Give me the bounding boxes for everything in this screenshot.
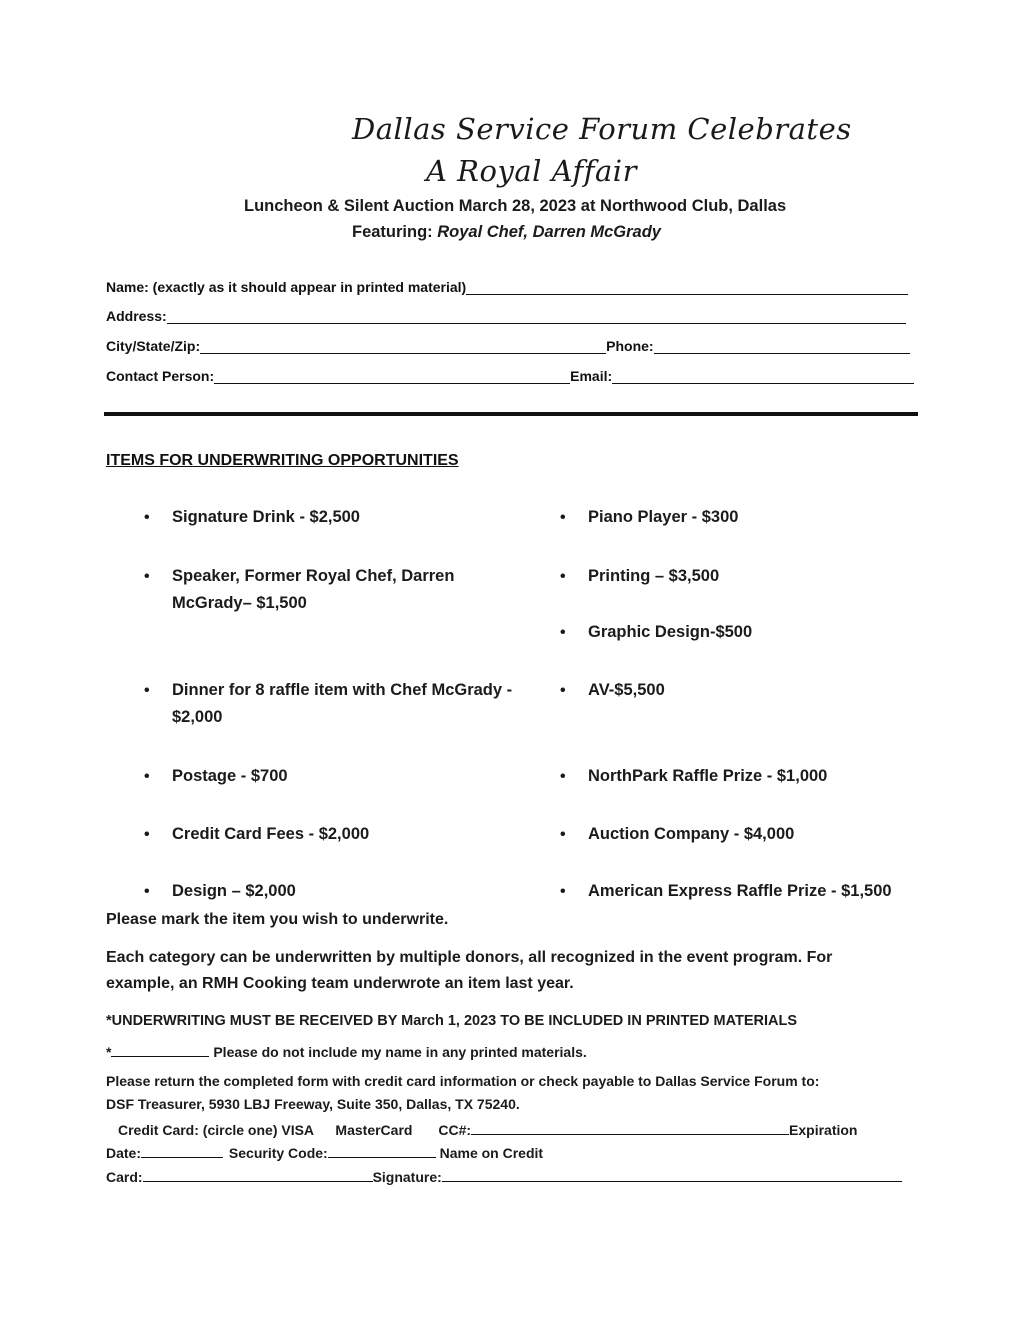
name-field[interactable]	[466, 280, 908, 295]
mastercard-option[interactable]: MasterCard	[335, 1122, 413, 1138]
credit-card-row	[118, 1120, 857, 1138]
bullet-icon: •	[144, 568, 150, 585]
event-theme-script: A Royal Affair	[426, 154, 637, 188]
card-signature-row	[106, 1167, 902, 1185]
phone-label: Phone:	[606, 338, 654, 354]
address-field[interactable]	[167, 309, 906, 324]
opt-out-star: *	[106, 1044, 112, 1060]
bullet-icon: •	[144, 826, 150, 843]
mark-instruction: Please mark the item you wish to underwrite.	[106, 911, 449, 928]
city-phone-row	[106, 334, 910, 354]
signature-label: Signature:	[372, 1169, 442, 1185]
card-label: Card:	[106, 1169, 143, 1185]
item-label: Printing – $3,500	[588, 567, 720, 585]
return-instructions-1: Please return the completed form with credit card information or check payable to Dallas Service Forum to:	[106, 1073, 820, 1089]
bullet-icon: •	[560, 826, 566, 843]
featuring-line	[352, 223, 661, 242]
item-label: Credit Card Fees - $2,000	[172, 825, 370, 843]
return-instructions-2: DSF Treasurer, 5930 LBJ Freeway, Suite 350, Dallas, TX 75240.	[106, 1096, 520, 1112]
item-label: American Express Raffle Prize - $1,500	[588, 882, 892, 900]
email-field[interactable]	[612, 369, 914, 384]
bullet-icon: •	[144, 682, 150, 699]
featuring-label: Featuring:	[352, 223, 438, 241]
contact-label: Contact Person:	[106, 368, 215, 384]
bullet-icon: •	[560, 682, 566, 699]
featuring-name: Royal Chef, Darren McGrady	[437, 223, 661, 241]
event-title-script: Dallas Service Forum Celebrates	[352, 112, 852, 146]
expiration-label: Expiration	[789, 1122, 858, 1138]
contact-email-row	[106, 364, 914, 384]
contact-field[interactable]	[214, 369, 570, 384]
city-field[interactable]	[200, 339, 606, 354]
bullet-icon: •	[144, 509, 150, 526]
bullet-icon: •	[144, 768, 150, 785]
item-label: Graphic Design-$500	[588, 623, 753, 641]
signature-field[interactable]	[442, 1167, 902, 1182]
address-label: Address:	[106, 308, 167, 324]
opt-out-row	[106, 1042, 587, 1060]
bullet-icon: •	[560, 883, 566, 900]
security-code-field[interactable]	[328, 1143, 436, 1158]
name-field-row	[106, 275, 908, 295]
item-label: Piano Player - $300	[588, 508, 739, 526]
cc-number-field[interactable]	[471, 1120, 789, 1135]
deadline-notice: *UNDERWRITING MUST BE RECEIVED BY March 1, 2023 TO BE INCLUDED IN PRINTED MATERIALS	[106, 1013, 797, 1029]
bullet-icon: •	[144, 883, 150, 900]
item-label: Auction Company - $4,000	[588, 825, 795, 843]
expiration-security-row	[106, 1143, 543, 1161]
opt-out-checkbox-line[interactable]	[111, 1042, 209, 1057]
item-label: Postage - $700	[172, 767, 288, 785]
bullet-icon: •	[560, 509, 566, 526]
name-label: Name: (exactly as it should appear in printed material)	[106, 279, 467, 295]
expiration-date-field[interactable]	[141, 1143, 223, 1158]
phone-field[interactable]	[654, 339, 910, 354]
cc-number-label: CC#:	[438, 1122, 472, 1138]
item-label: Design – $2,000	[172, 882, 296, 900]
date-label: Date:	[106, 1145, 142, 1161]
bullet-icon: •	[560, 568, 566, 585]
bullet-icon: •	[560, 624, 566, 641]
bullet-icon: •	[560, 768, 566, 785]
event-details-line: Luncheon & Silent Auction March 28, 2023 at Northwood Club, Dallas	[244, 197, 787, 215]
category-note: Each category can be underwritten by multiple donors, all recognized in the event program. For example, an RMH Cooking team underwrote an item last year.	[106, 949, 833, 992]
item-label: Signature Drink - $2,500	[172, 508, 360, 526]
name-on-card-field[interactable]	[143, 1167, 373, 1182]
section-divider	[104, 412, 918, 416]
item-label: Dinner for 8 raffle item with Chef McGrady - $2,000	[172, 681, 513, 726]
cc-type-label: Credit Card: (circle one) VISA	[118, 1122, 314, 1138]
email-label: Email:	[570, 368, 613, 384]
name-on-credit-label: Name on Credit	[439, 1145, 544, 1161]
opt-out-text: Please do not include my name in any printed materials.	[213, 1044, 587, 1060]
item-label: Speaker, Former Royal Chef, Darren McGrady– $1,500	[172, 567, 455, 612]
item-label: AV-$5,500	[588, 681, 665, 699]
security-code-label: Security Code:	[228, 1145, 328, 1161]
address-field-row	[106, 304, 906, 324]
city-label: City/State/Zip:	[106, 338, 201, 354]
items-heading: ITEMS FOR UNDERWRITING OPPORTUNITIES	[106, 452, 459, 469]
item-label: NorthPark Raffle Prize - $1,000	[588, 767, 828, 785]
